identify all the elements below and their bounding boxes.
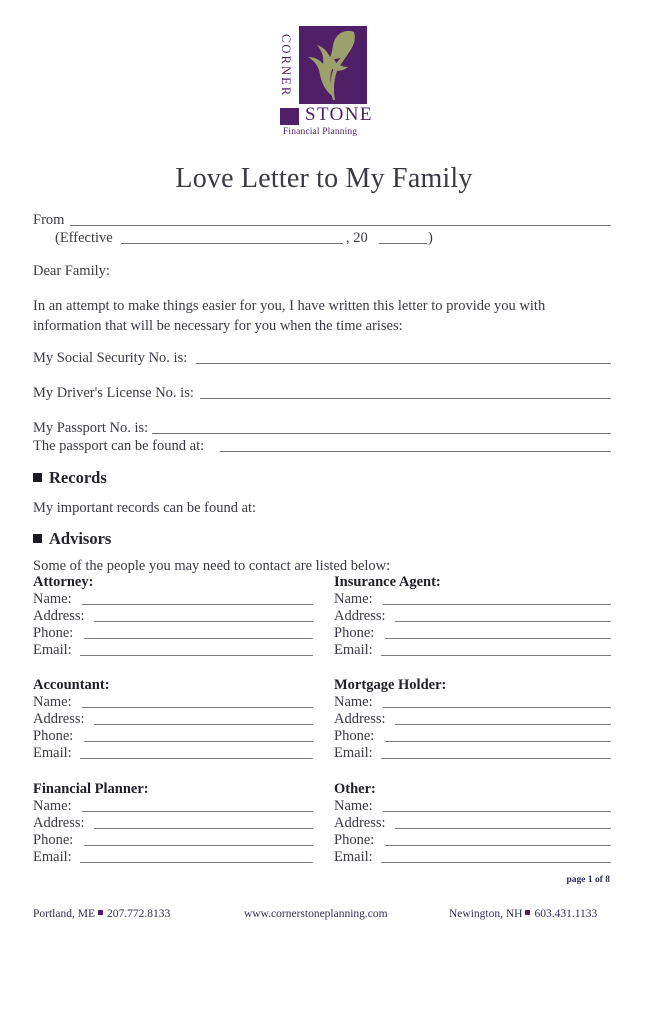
- attorney-phone-line[interactable]: [84, 638, 313, 639]
- company-logo: [277, 26, 373, 137]
- footer-portland-phone: 207.772.8133: [106, 908, 171, 920]
- salutation: Dear Family:: [33, 263, 110, 279]
- insurance-address-line[interactable]: [395, 621, 611, 622]
- mortgage-address-line[interactable]: [395, 724, 611, 725]
- records-body: My important records can be found at:: [33, 500, 257, 516]
- mortgage-name-label: Name:: [334, 694, 373, 710]
- insurance-name-line[interactable]: [383, 604, 611, 605]
- section-heading-advisors: [33, 529, 111, 549]
- mortgage-phone-line[interactable]: [385, 741, 611, 742]
- page-title: Love Letter to My Family: [175, 163, 473, 194]
- mortgage-phone-label: Phone:: [334, 728, 375, 744]
- attorney-name-label: Name:: [33, 591, 72, 607]
- footer-office-newington: [449, 908, 597, 920]
- insurance-email-line[interactable]: [381, 655, 611, 656]
- intro-paragraph: In an attempt to make things easier for you, I have written this letter to provide you with information that will be necessary for you when the time arises:: [33, 298, 546, 334]
- mortgage-address-label: Address:: [334, 711, 386, 727]
- logo-purple-square: [299, 26, 367, 104]
- records-heading-label: Records: [49, 468, 107, 487]
- footer-newington-phone: 603.431.1133: [534, 908, 598, 920]
- planner-name-label: Name:: [33, 798, 72, 814]
- advisor-title-mortgage-holder: Mortgage Holder:: [334, 677, 447, 693]
- from-input-line[interactable]: [70, 225, 611, 226]
- advisor-title-other: Other:: [334, 781, 376, 797]
- from-label: From: [33, 212, 65, 228]
- leaf-icon: [299, 26, 367, 104]
- other-name-line[interactable]: [383, 811, 611, 812]
- other-phone-label: Phone:: [334, 832, 375, 848]
- logo-tagline: Financial Planning: [283, 127, 358, 137]
- effective-year-prefix: , 20: [346, 230, 368, 246]
- accountant-email-line[interactable]: [80, 758, 313, 759]
- logo-corner-text: CORNER: [279, 34, 293, 98]
- drivers-license-input-line[interactable]: [200, 398, 611, 399]
- square-bullet-icon: [33, 473, 42, 482]
- advisor-title-accountant: Accountant:: [33, 677, 110, 693]
- effective-date-line[interactable]: [121, 243, 343, 244]
- footer-website[interactable]: www.cornerstoneplanning.com: [244, 908, 388, 920]
- insurance-address-label: Address:: [334, 608, 386, 624]
- planner-email-label: Email:: [33, 849, 72, 865]
- insurance-phone-line[interactable]: [385, 638, 611, 639]
- passport-location-input-line[interactable]: [220, 451, 611, 452]
- attorney-email-line[interactable]: [80, 655, 313, 656]
- logo-small-square: [280, 108, 299, 125]
- advisor-title-insurance-agent: Insurance Agent:: [334, 574, 441, 590]
- accountant-phone-label: Phone:: [33, 728, 74, 744]
- accountant-address-line[interactable]: [94, 724, 313, 725]
- mortgage-email-line[interactable]: [381, 758, 611, 759]
- advisors-heading-label: Advisors: [49, 529, 112, 548]
- mortgage-name-line[interactable]: [383, 707, 611, 708]
- accountant-name-line[interactable]: [82, 707, 313, 708]
- passport-input-line[interactable]: [152, 433, 611, 434]
- passport-location-label: The passport can be found at:: [33, 438, 205, 454]
- advisors-intro: Some of the people you may need to contact are listed below:: [33, 558, 391, 574]
- effective-label: (Effective: [55, 230, 113, 246]
- other-email-line[interactable]: [381, 862, 611, 863]
- passport-label: My Passport No. is:: [33, 420, 149, 436]
- attorney-name-line[interactable]: [82, 604, 313, 605]
- insurance-email-label: Email:: [334, 642, 373, 658]
- accountant-address-label: Address:: [33, 711, 85, 727]
- accountant-phone-line[interactable]: [84, 741, 313, 742]
- page-number: page 1 of 8: [566, 875, 610, 885]
- social-security-label: My Social Security No. is:: [33, 350, 188, 366]
- attorney-address-line[interactable]: [94, 621, 313, 622]
- planner-phone-line[interactable]: [84, 845, 313, 846]
- accountant-email-label: Email:: [33, 745, 72, 761]
- insurance-phone-label: Phone:: [334, 625, 375, 641]
- planner-address-line[interactable]: [94, 828, 313, 829]
- square-separator-icon: [525, 910, 530, 915]
- advisor-title-financial-planner: Financial Planner:: [33, 781, 149, 797]
- accountant-name-label: Name:: [33, 694, 72, 710]
- footer-office-portland: [33, 908, 170, 920]
- attorney-address-label: Address:: [33, 608, 85, 624]
- planner-name-line[interactable]: [82, 811, 313, 812]
- advisor-title-attorney: Attorney:: [33, 574, 94, 590]
- drivers-license-label: My Driver's License No. is:: [33, 385, 194, 401]
- footer-portland-city: Portland, ME: [33, 908, 95, 920]
- other-name-label: Name:: [334, 798, 373, 814]
- planner-phone-label: Phone:: [33, 832, 74, 848]
- social-security-input-line[interactable]: [196, 363, 611, 364]
- planner-email-line[interactable]: [80, 862, 313, 863]
- section-heading-records: [33, 468, 107, 488]
- logo-stone-text: STONE: [305, 104, 373, 125]
- effective-close-paren: ): [428, 230, 433, 246]
- attorney-email-label: Email:: [33, 642, 72, 658]
- effective-year-line[interactable]: [379, 243, 427, 244]
- planner-address-label: Address:: [33, 815, 85, 831]
- other-email-label: Email:: [334, 849, 373, 865]
- attorney-phone-label: Phone:: [33, 625, 74, 641]
- other-address-label: Address:: [334, 815, 386, 831]
- other-phone-line[interactable]: [385, 845, 611, 846]
- other-address-line[interactable]: [395, 828, 611, 829]
- footer-newington-city: Newington, NH: [449, 908, 523, 920]
- square-separator-icon: [98, 910, 103, 915]
- insurance-name-label: Name:: [334, 591, 373, 607]
- square-bullet-icon: [33, 534, 42, 543]
- mortgage-email-label: Email:: [334, 745, 373, 761]
